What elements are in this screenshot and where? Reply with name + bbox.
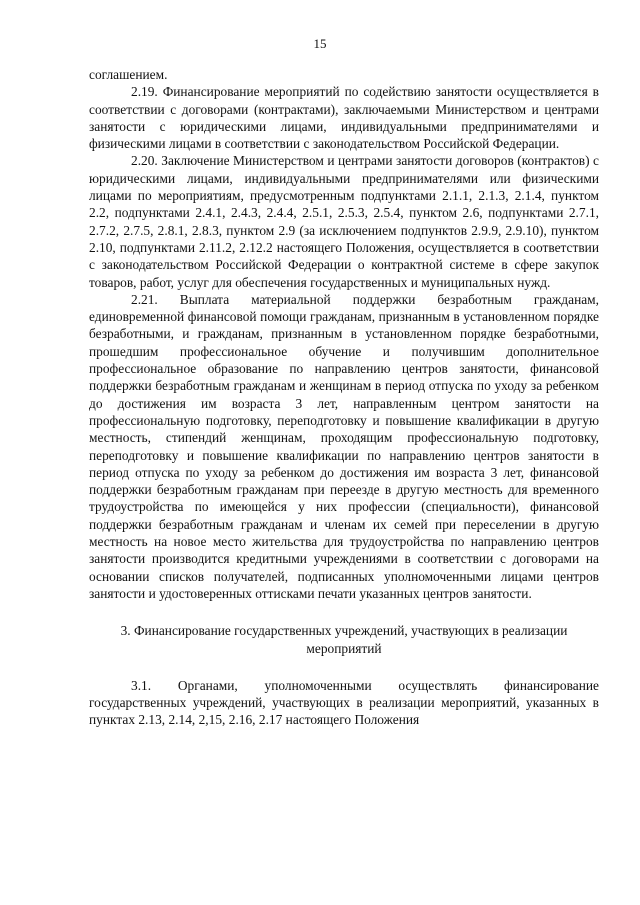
page-number: 15 (313, 36, 327, 51)
paragraph-2-20: 2.20. Заключение Министерством и центрами занятости договоров (контрактов) с юридическими лицами, индивидуальными предпринимателями или физическими лицами по мероприятиям, предусмотренным подпунктами 2.1.1, 2.1.3, 2.1.4, пунктом 2.2, подпунктами 2.4.1, 2.4.3, 2.4.4, 2.5.1, 2.5.3, 2.5.4, пунктом 2.6, подпунктами 2.7.1, 2.7.2, 2.7.5, 2.8.1, 2.8.3, пунктом 2.9 (за исключением подпунктов 2.9.9, 2.9.10), пунктом 2.10, подпунктами 2.11.2, 2.12.2 настоящего Положения, осуществляется в соответствии с законодательством Российской Федерации о контрактной системе в сфере закупок товаров, работ, услуг для обеспечения государственных и муниципальных нужд. (89, 153, 599, 290)
paragraph-2-19: 2.19. Финансирование мероприятий по содействию занятости осуществляется в соответствии с договорами (контрактами), заключаемыми Министерством и центрами занятости с юридическими лицами, индивидуальными предпринимателями и физическими лицами в соответствии с законодательством Российской Федерации. (89, 84, 599, 152)
section-3-heading: 3. Финансирование государственных учреждений, участвующих в реализации мероприятий (120, 623, 568, 656)
document-body (89, 66, 599, 729)
paragraph-continuation: соглашением. (89, 67, 168, 82)
paragraph-3-1: 3.1. Органами, уполномоченными осуществлять финансирование государственных учреждений, участвующих в реализации мероприятий, указанных в пунктах 2.13, 2.14, 2,15, 2.16, 2.17 настоящего Положения (89, 677, 599, 728)
paragraph-2-21: 2.21. Выплата материальной поддержки безработным гражданам, единовременной финансовой помощи гражданам, признанным в установленном порядке безработными, и гражданам, признанным в установленном порядке безработными, прошедшим профессиональное обучение и получившим дополнительное профессиональное образование по направлению центров занятости, финансовой поддержки безработным гражданам и женщинам в период отпуска по уходу за ребенком до достижения им возраста 3 лет, направленным центром занятости на профессиональную подготовку, переподготовку и повышение квалификации в другую местность, стипендий женщинам, проходящим профессиональную подготовку, переподготовку и повышение квалификации по направлению центров занятости в период отпуска по уходу за ребенком до достижения им возраста 3 лет, финансовой поддержки безработным гражданам при переезде в другую местность для временного трудоустройства по имеющейся у них профессии (специальности), финансовой поддержки безработным гражданам и членам их семей при переселении в другую местность на новое место жительства для трудоустройства по направлению центров занятости производится кредитными учреждениями в соответствии с договорами на основании списков получателей, подписанных уполномоченными лицами центров занятости и удостоверенных оттисками печати указанных центров занятости. (89, 291, 599, 601)
